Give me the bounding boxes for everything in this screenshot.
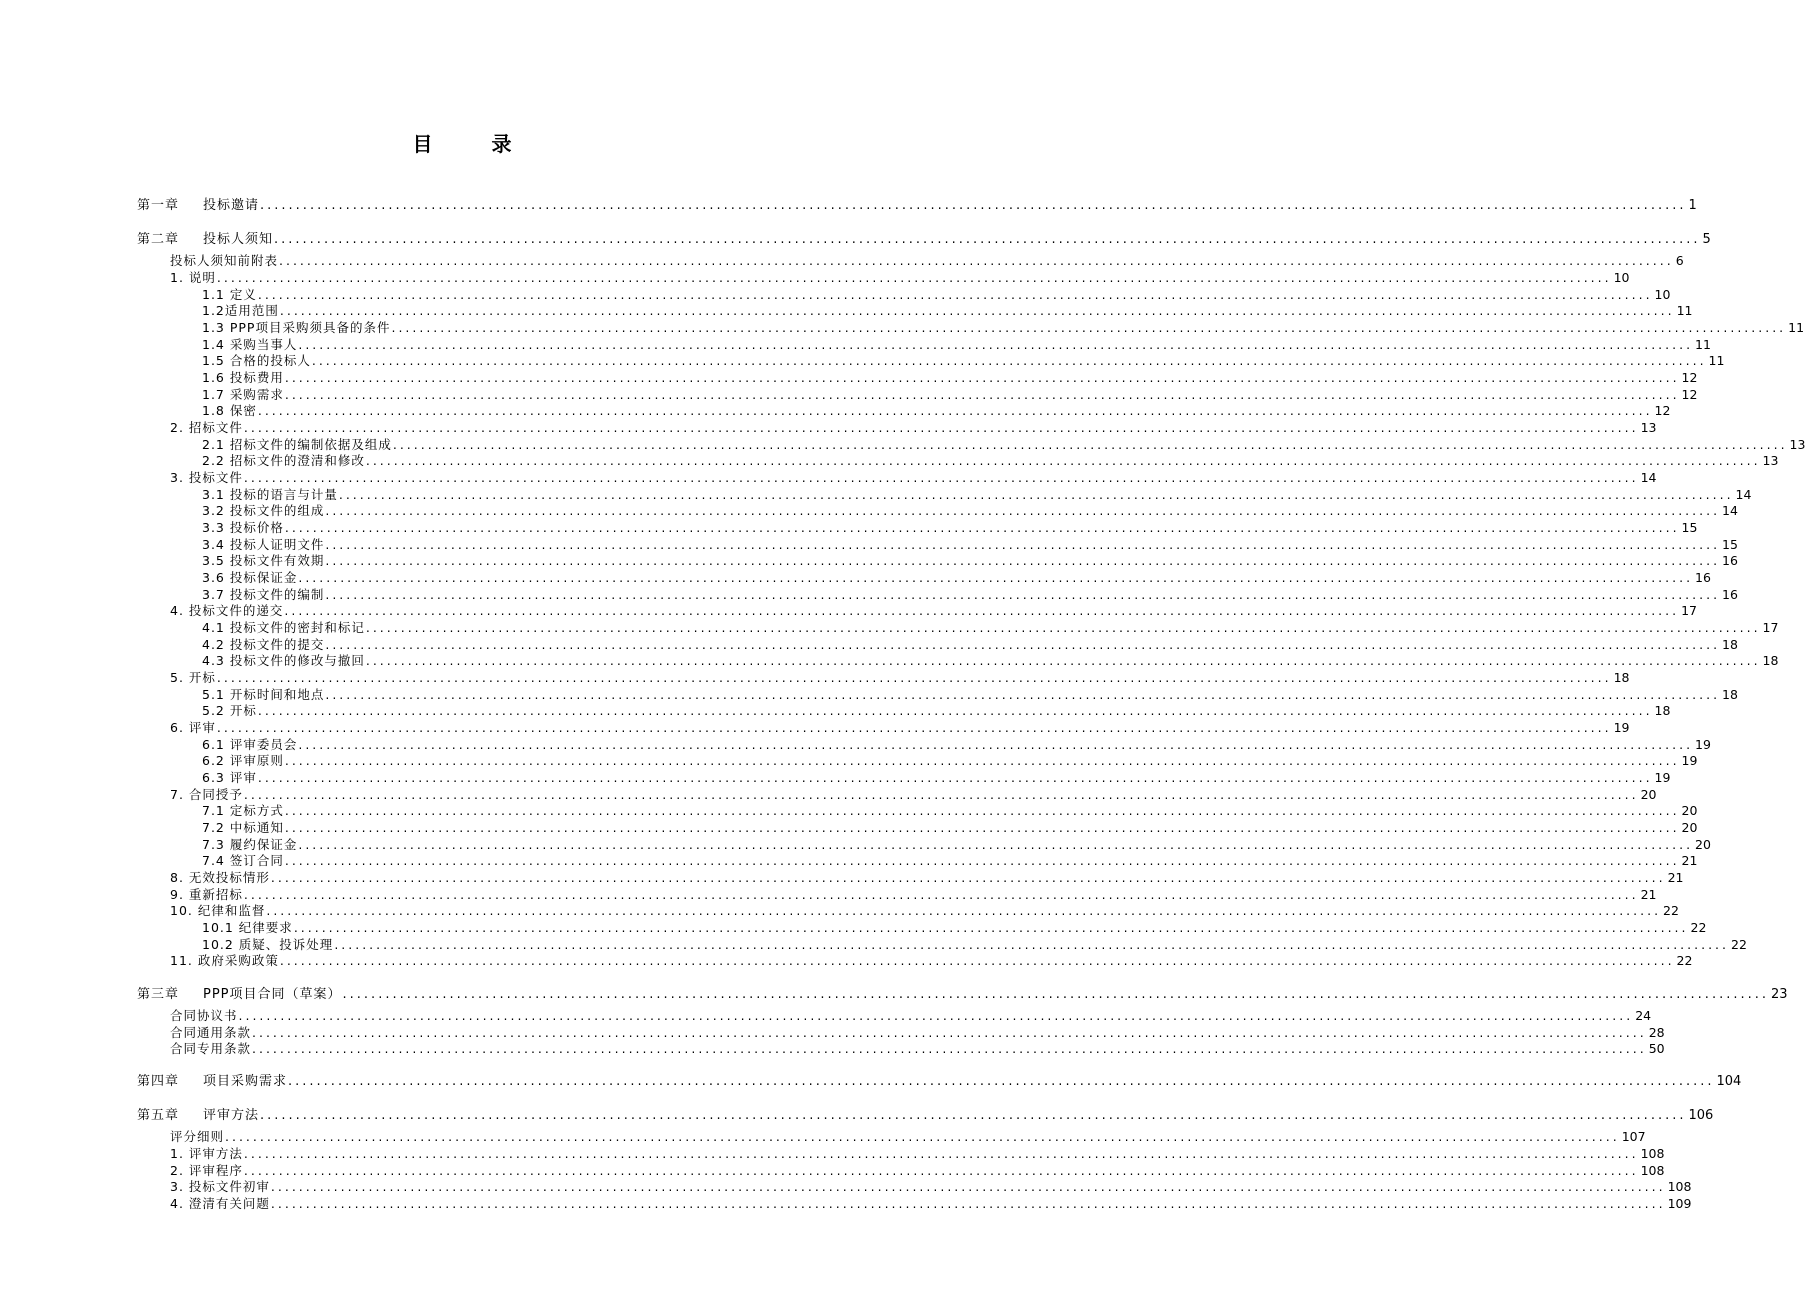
toc-dot-leader: ........................................................................................................................................................................................................	[257, 770, 1653, 785]
toc-dot-leader: ........................................................................................................................................................................................................	[325, 553, 1721, 568]
toc-entry[interactable]	[170, 952, 1693, 969]
toc-page-number: 21	[1640, 887, 1657, 902]
toc-dot-leader: ........................................................................................................................................................................................................	[365, 453, 1761, 468]
toc-page-number: 108	[1640, 1146, 1665, 1161]
toc-page-number: 24	[1635, 1008, 1652, 1023]
toc-page-number: 16	[1722, 553, 1738, 568]
toc-dot-leader: ........................................................................................................................................................................................................	[293, 920, 1689, 935]
toc-entry-text: 10.1 纪律要求	[202, 920, 293, 935]
toc-entry-title	[202, 703, 257, 719]
toc-entry[interactable]	[202, 302, 1693, 319]
toc-entry[interactable]	[202, 352, 1725, 369]
toc-entry-title	[170, 670, 216, 686]
toc-entry-title	[202, 537, 324, 553]
toc-entry-text: 1.8 保密	[202, 403, 257, 418]
toc-entry-title	[202, 570, 297, 586]
toc-page-number: 12	[1681, 387, 1698, 402]
toc-entry[interactable]	[170, 1195, 1692, 1212]
toc-dot-leader: ........................................................................................................................................................................................................	[216, 670, 1612, 685]
toc-entry[interactable]	[202, 836, 1711, 853]
toc-entry-text: 4. 投标文件的递交	[170, 603, 284, 618]
toc-entry-text: 3. 投标文件	[170, 470, 243, 485]
page-title: 目 录	[412, 132, 538, 156]
toc-entry-title	[170, 420, 243, 436]
toc-entry-title	[137, 987, 342, 1003]
toc-entry-text: 7.1 定标方式	[202, 803, 284, 818]
toc-entry-text: 项目采购需求	[203, 1074, 288, 1089]
toc-entry-title	[170, 603, 283, 619]
toc-entry-title	[202, 520, 284, 536]
toc-dot-leader: ........................................................................................................................................................................................................	[284, 603, 1680, 618]
toc-entry-text: 4. 澄清有关问题	[170, 1196, 270, 1211]
toc-entry-title	[137, 198, 259, 214]
toc-entry[interactable]	[202, 569, 1711, 586]
toc-page-number: 104	[1716, 1074, 1742, 1089]
toc-dot-leader: ........................................................................................................................................................................................................	[216, 270, 1612, 285]
toc-entry[interactable]	[170, 1040, 1665, 1057]
toc-entry[interactable]	[170, 869, 1684, 886]
toc-chapter-number: 第五章	[137, 1108, 180, 1123]
toc-entry-text: 投标人须知前附表	[170, 253, 279, 268]
toc-entry-title	[202, 620, 365, 636]
toc-page-number: 23	[1771, 987, 1788, 1002]
toc-entry-text: 5. 开标	[170, 670, 216, 685]
toc-dot-leader: ........................................................................................................................................................................................................	[243, 470, 1639, 485]
toc-entry-title	[202, 853, 284, 869]
toc-page-number: 18	[1613, 670, 1630, 685]
toc-dot-leader: ........................................................................................................................................................................................................	[252, 1041, 1647, 1056]
toc-page-number: 14	[1735, 487, 1752, 502]
toc-entry[interactable]	[170, 902, 1679, 919]
toc-entry-text: 1. 说明	[170, 270, 216, 285]
toc-entry-title	[202, 687, 324, 703]
toc-entry-text: 合同专用条款	[170, 1041, 252, 1056]
toc-entry-text: 10. 纪律和监督	[170, 903, 266, 918]
toc-page-number: 107	[1621, 1129, 1646, 1144]
toc-page-number: 11	[1708, 353, 1725, 368]
toc-page-number: 1	[1688, 198, 1697, 213]
toc-chapter-entry[interactable]	[137, 197, 1697, 214]
toc-dot-leader: ........................................................................................................................................................................................................	[270, 870, 1666, 885]
toc-entry-title	[202, 803, 284, 819]
toc-entry-title	[202, 337, 297, 353]
toc-entry[interactable]	[202, 436, 1805, 453]
toc-dot-leader: ........................................................................................................................................................................................................	[238, 1008, 1634, 1023]
toc-dot-leader: ........................................................................................................................................................................................................	[266, 903, 1662, 918]
toc-entry-text: 9. 重新招标	[170, 887, 243, 902]
toc-entry-title	[202, 837, 297, 853]
toc-dot-leader: ........................................................................................................................................................................................................	[243, 1146, 1639, 1161]
toc-entry-text: 2. 招标文件	[170, 420, 243, 435]
toc-entry-title	[202, 553, 324, 569]
toc-entry[interactable]	[202, 736, 1711, 753]
toc-dot-leader: ........................................................................................................................................................................................................	[270, 1179, 1666, 1194]
toc-entry-title	[137, 1108, 259, 1124]
toc-entry-text: 7.3 履约保证金	[202, 837, 298, 852]
toc-dot-leader: ........................................................................................................................................................................................................	[260, 1108, 1687, 1123]
toc-entry-text: 1.3 PPP项目采购须具备的条件	[202, 320, 391, 335]
toc-page-number: 21	[1681, 853, 1698, 868]
toc-entry-title	[170, 720, 216, 736]
toc-entry[interactable]	[202, 619, 1779, 636]
toc-entry[interactable]	[202, 336, 1711, 353]
toc-dot-leader: ........................................................................................................................................................................................................	[392, 437, 1788, 452]
toc-page-number: 108	[1667, 1179, 1692, 1194]
toc-entry-title	[170, 903, 265, 919]
toc-entry-text: 评分细则	[170, 1129, 225, 1144]
toc-page-number: 15	[1722, 537, 1738, 552]
toc-entry[interactable]	[170, 269, 1630, 286]
toc-page-number: 19	[1681, 753, 1698, 768]
toc-entry[interactable]	[202, 702, 1671, 719]
toc-entry[interactable]	[202, 552, 1738, 569]
toc-page-number: 22	[1731, 937, 1747, 952]
toc-page-number: 13	[1789, 437, 1805, 452]
toc-dot-leader: ........................................................................................................................................................................................................	[325, 637, 1721, 652]
toc-entry-text: 3.6 投标保证金	[202, 570, 298, 585]
toc-entry-title	[170, 953, 279, 969]
toc-page-number: 20	[1681, 803, 1698, 818]
toc-chapter-number: 第三章	[137, 987, 180, 1002]
toc-entry[interactable]	[170, 786, 1657, 803]
toc-entry-text: 7.4 签订合同	[202, 853, 284, 868]
toc-entry[interactable]	[202, 936, 1747, 953]
toc-entry-text: 7.2 中标通知	[202, 820, 284, 835]
toc-entry[interactable]	[202, 919, 1707, 936]
toc-page-number: 21	[1667, 870, 1684, 885]
toc-dot-leader: ........................................................................................................................................................................................................	[325, 587, 1721, 602]
toc-entry-text: PPP项目合同（草案）	[203, 987, 342, 1002]
toc-entry-text: 6.1 评审委员会	[202, 737, 298, 752]
toc-entry[interactable]	[202, 752, 1698, 769]
toc-page-number: 18	[1654, 703, 1671, 718]
toc-page-number: 22	[1690, 920, 1707, 935]
toc-entry-title	[202, 287, 257, 303]
toc-page-number: 12	[1681, 370, 1698, 385]
toc-page-number: 16	[1695, 570, 1711, 585]
toc-entry[interactable]	[170, 719, 1630, 736]
toc-entry-text: 2.2 招标文件的澄清和修改	[202, 453, 365, 468]
toc-entry[interactable]	[170, 1162, 1665, 1179]
toc-dot-leader: ........................................................................................................................................................................................................	[284, 820, 1680, 835]
toc-page-number: 5	[1702, 232, 1711, 247]
toc-entry-text: 1.1 定义	[202, 287, 257, 302]
toc-dot-leader: ........................................................................................................................................................................................................	[325, 687, 1721, 702]
toc-entry-title	[202, 737, 297, 753]
toc-entry[interactable]	[202, 586, 1738, 603]
toc-page-number: 20	[1640, 787, 1657, 802]
toc-dot-leader: ........................................................................................................................................................................................................	[338, 487, 1734, 502]
toc-dot-leader: ........................................................................................................................................................................................................	[325, 537, 1721, 552]
toc-entry-text: 6.3 评审	[202, 770, 257, 785]
toc-entry[interactable]	[202, 769, 1671, 786]
toc-dot-leader: ........................................................................................................................................................................................................	[284, 803, 1680, 818]
toc-dot-leader: ........................................................................................................................................................................................................	[279, 303, 1675, 318]
toc-entry-title	[137, 232, 273, 248]
toc-dot-leader: ........................................................................................................................................................................................................	[252, 1025, 1647, 1040]
toc-page-number: 10	[1613, 270, 1630, 285]
toc-entry-title	[170, 787, 243, 803]
toc-entry-text: 4.2 投标文件的提交	[202, 637, 325, 652]
toc-entry-title	[202, 353, 311, 369]
toc-dot-leader: ........................................................................................................................................................................................................	[243, 787, 1639, 802]
toc-entry-text: 3.2 投标文件的组成	[202, 503, 325, 518]
toc-entry-text: 3.1 投标的语言与计量	[202, 487, 338, 502]
toc-entry-text: 5.2 开标	[202, 703, 257, 718]
toc-entry-title	[170, 1179, 270, 1195]
toc-entry-title	[202, 503, 324, 519]
toc-page-number: 50	[1648, 1041, 1665, 1056]
toc-entry-title	[170, 470, 243, 486]
toc-entry[interactable]	[170, 602, 1697, 619]
toc-page-number: 109	[1667, 1196, 1692, 1211]
toc-entry[interactable]	[202, 652, 1779, 669]
toc-entry-title	[170, 1163, 243, 1179]
toc-page-number: 14	[1722, 503, 1738, 518]
toc-entry[interactable]	[202, 802, 1698, 819]
toc-entry-title	[202, 320, 390, 336]
toc-entry-title	[202, 637, 324, 653]
toc-entry[interactable]	[202, 486, 1752, 503]
toc-page-number: 22	[1676, 953, 1693, 968]
toc-dot-leader: ........................................................................................................................................................................................................	[391, 320, 1787, 335]
toc-chapter-entry[interactable]	[137, 1073, 1742, 1090]
toc-dot-leader: ........................................................................................................................................................................................................	[365, 653, 1761, 668]
toc-entry[interactable]	[202, 402, 1671, 419]
toc-page-number: 18	[1762, 653, 1779, 668]
toc-entry-title	[202, 370, 284, 386]
toc-entry-text: 8. 无效投标情形	[170, 870, 270, 885]
toc-entry[interactable]	[170, 1178, 1692, 1195]
toc-entry[interactable]	[202, 519, 1698, 536]
toc-entry[interactable]	[170, 669, 1630, 686]
toc-entry-text: 7. 合同授予	[170, 787, 243, 802]
toc-entry-text: 4.3 投标文件的修改与撤回	[202, 653, 365, 668]
toc-entry-title	[202, 303, 279, 319]
toc-chapter-number: 第二章	[137, 232, 180, 247]
toc-entry[interactable]	[170, 1145, 1665, 1162]
toc-entry-text: 6.2 评审原则	[202, 753, 284, 768]
toc-page-number: 13	[1762, 453, 1779, 468]
toc-dot-leader: ........................................................................................................................................................................................................	[311, 353, 1707, 368]
toc-page-number: 16	[1722, 587, 1738, 602]
toc-dot-leader: ........................................................................................................................................................................................................	[298, 570, 1694, 585]
toc-entry-title	[202, 820, 284, 836]
toc-entry-text: 合同协议书	[170, 1008, 238, 1023]
toc-entry[interactable]	[170, 1007, 1652, 1024]
toc-dot-leader: ........................................................................................................................................................................................................	[298, 337, 1694, 352]
toc-entry-text: 1. 评审方法	[170, 1146, 243, 1161]
toc-entry-text: 评审方法	[203, 1108, 260, 1123]
toc-entry-text: 1.7 采购需求	[202, 387, 284, 402]
toc-entry-text: 3.7 投标文件的编制	[202, 587, 325, 602]
toc-entry-text: 4.1 投标文件的密封和标记	[202, 620, 365, 635]
toc-entry[interactable]	[202, 386, 1698, 403]
toc-entry[interactable]	[202, 819, 1698, 836]
toc-chapter-entry[interactable]	[137, 231, 1711, 248]
toc-dot-leader: ........................................................................................................................................................................................................	[216, 720, 1612, 735]
toc-entry-title	[170, 1041, 251, 1057]
toc-entry-title	[170, 270, 216, 286]
toc-entry-text: 投标人须知	[203, 232, 274, 247]
toc-entry-title	[202, 753, 284, 769]
toc-page-number: 19	[1654, 770, 1671, 785]
toc-page-number: 12	[1654, 403, 1671, 418]
toc-entry-text: 1.5 合格的投标人	[202, 353, 311, 368]
toc-page-number: 15	[1681, 520, 1698, 535]
toc-page-number: 17	[1762, 620, 1779, 635]
toc-dot-leader: ........................................................................................................................................................................................................	[257, 703, 1653, 718]
toc-entry-text: 3.5 投标文件有效期	[202, 553, 325, 568]
toc-page-number: 11	[1695, 337, 1711, 352]
toc-chapter-entry[interactable]	[137, 1107, 1714, 1124]
toc-page-number: 18	[1722, 687, 1738, 702]
toc-dot-leader: ........................................................................................................................................................................................................	[298, 737, 1694, 752]
toc-entry-title	[202, 770, 257, 786]
toc-chapter-number: 第一章	[137, 198, 180, 213]
toc-entry-title	[170, 870, 270, 886]
toc-dot-leader: ........................................................................................................................................................................................................	[325, 503, 1721, 518]
toc-entry-title	[202, 487, 338, 503]
toc-dot-leader: ........................................................................................................................................................................................................	[342, 987, 1769, 1002]
toc-dot-leader: ........................................................................................................................................................................................................	[284, 387, 1680, 402]
toc-entry-text: 3.4 投标人证明文件	[202, 537, 325, 552]
toc-dot-leader: ........................................................................................................................................................................................................	[225, 1129, 1620, 1144]
toc-page-number: 6	[1675, 253, 1684, 268]
toc-entry-text: 1.6 投标费用	[202, 370, 284, 385]
toc-page-number: 19	[1613, 720, 1630, 735]
toc-entry-title	[202, 587, 324, 603]
toc-page-number: 28	[1648, 1025, 1665, 1040]
toc-entry[interactable]	[202, 286, 1671, 303]
toc-entry-title	[202, 920, 293, 936]
toc-page-number: 13	[1640, 420, 1657, 435]
toc-page-number: 22	[1663, 903, 1679, 918]
toc-entry[interactable]	[170, 469, 1657, 486]
toc-entry[interactable]	[202, 502, 1738, 519]
toc-entry[interactable]	[202, 636, 1738, 653]
toc-entry-title	[170, 1196, 270, 1212]
toc-dot-leader: ........................................................................................................................................................................................................	[243, 887, 1639, 902]
toc-entry[interactable]	[170, 886, 1657, 903]
toc-dot-leader: ........................................................................................................................................................................................................	[257, 403, 1653, 418]
toc-entry-text: 合同通用条款	[170, 1025, 252, 1040]
toc-entry[interactable]	[202, 369, 1698, 386]
toc-entry-title	[170, 1008, 238, 1024]
toc-page-number: 108	[1640, 1163, 1665, 1178]
toc-page-number: 20	[1695, 837, 1711, 852]
toc-entry-text: 6. 评审	[170, 720, 216, 735]
toc-entry-title	[202, 653, 365, 669]
toc-page-number: 11	[1788, 320, 1805, 335]
toc-chapter-number: 第四章	[137, 1074, 180, 1089]
toc-dot-leader: ........................................................................................................................................................................................................	[284, 753, 1680, 768]
toc-entry-title	[202, 937, 333, 953]
toc-entry-text: 投标邀请	[203, 198, 260, 213]
toc-entry[interactable]	[170, 252, 1684, 269]
toc-entry-text: 3.3 投标价格	[202, 520, 284, 535]
toc-dot-leader: ........................................................................................................................................................................................................	[365, 620, 1761, 635]
toc-dot-leader: ........................................................................................................................................................................................................	[284, 853, 1680, 868]
toc-page-number: 10	[1654, 287, 1671, 302]
toc-dot-leader: ........................................................................................................................................................................................................	[260, 198, 1687, 213]
toc-entry-title	[170, 1129, 224, 1145]
toc-entry[interactable]	[170, 419, 1657, 436]
toc-entry[interactable]	[202, 319, 1805, 336]
toc-entry-title	[202, 437, 392, 453]
toc-entry[interactable]	[202, 686, 1738, 703]
toc-dot-leader: ........................................................................................................................................................................................................	[288, 1074, 1715, 1089]
toc-dot-leader: ........................................................................................................................................................................................................	[270, 1196, 1666, 1211]
toc-entry[interactable]	[170, 1024, 1665, 1041]
toc-entry-title	[170, 1025, 251, 1041]
toc-dot-leader: ........................................................................................................................................................................................................	[257, 287, 1653, 302]
toc-entry[interactable]	[202, 852, 1698, 869]
toc-entry-text: 3. 投标文件初审	[170, 1179, 270, 1194]
toc-entry-title	[170, 1146, 243, 1162]
toc-dot-leader: ........................................................................................................................................................................................................	[279, 953, 1675, 968]
toc-entry-text: 10.2 质疑、投诉处理	[202, 937, 334, 952]
toc-dot-leader: ........................................................................................................................................................................................................	[284, 520, 1680, 535]
toc-page-number: 19	[1695, 737, 1711, 752]
toc-entry-title	[202, 403, 257, 419]
toc-entry-text: 11. 政府采购政策	[170, 953, 279, 968]
toc-page-number: 11	[1676, 303, 1693, 318]
toc-entry-text: 2. 评审程序	[170, 1163, 243, 1178]
toc-entry[interactable]	[202, 452, 1779, 469]
toc-page-number: 20	[1681, 820, 1698, 835]
toc-dot-leader: ........................................................................................................................................................................................................	[334, 937, 1729, 952]
toc-entry-text: 1.4 采购当事人	[202, 337, 298, 352]
toc-page-number: 18	[1722, 637, 1738, 652]
toc-dot-leader: ........................................................................................................................................................................................................	[243, 1163, 1639, 1178]
toc-dot-leader: ........................................................................................................................................................................................................	[284, 370, 1680, 385]
toc-entry[interactable]	[170, 1128, 1646, 1145]
toc-page-number: 106	[1688, 1108, 1714, 1123]
toc-entry-title	[202, 453, 365, 469]
toc-dot-leader: ........................................................................................................................................................................................................	[274, 232, 1701, 247]
toc-entry-text: 2.1 招标文件的编制依据及组成	[202, 437, 392, 452]
toc-dot-leader: ........................................................................................................................................................................................................	[279, 253, 1674, 268]
toc-chapter-entry[interactable]	[137, 986, 1788, 1003]
toc-page-number: 17	[1681, 603, 1697, 618]
toc-dot-leader: ........................................................................................................................................................................................................	[298, 837, 1694, 852]
toc-entry-title	[137, 1074, 287, 1090]
toc-dot-leader: ........................................................................................................................................................................................................	[243, 420, 1639, 435]
toc-entry-text: 1.2适用范围	[202, 303, 279, 318]
toc-entry-title	[170, 253, 278, 269]
toc-page-number: 14	[1640, 470, 1657, 485]
toc-entry-text: 5.1 开标时间和地点	[202, 687, 325, 702]
toc-entry-title	[170, 887, 243, 903]
toc-entry[interactable]	[202, 536, 1738, 553]
toc-entry-title	[202, 387, 284, 403]
